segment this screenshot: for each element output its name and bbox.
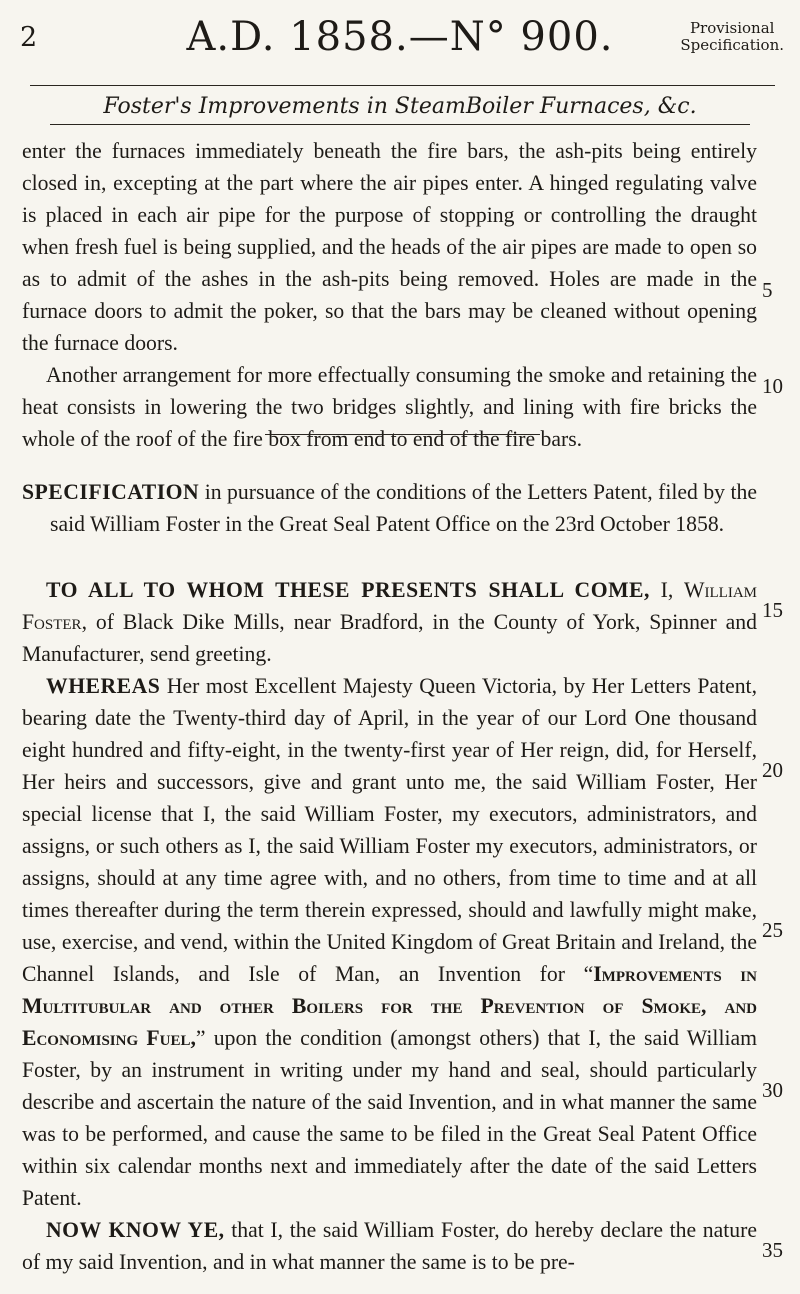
continued-section (22, 135, 757, 455)
paragraph-continued: enter the furnaces immediately beneath the fire bars, the ash-pits being entirely closed in, excepting at the part where the air pipes enter. A hinged regulating valve is placed in each air pipe for the purpose of stopping or controlling the draught when fresh fuel is being supplied, and the heads of the air pipes are made to open so as to admit of the ashes in the ash-pits being removed. Holes are made in the furnace doors to admit the poker, so that the bars may be cleaned without opening the furnace doors. (22, 139, 757, 355)
now-know-heading: NOW KNOW YE, (46, 1218, 225, 1242)
whereas-heading: WHEREAS (46, 674, 161, 698)
paragraph-whereas (22, 670, 757, 1214)
header-rule (30, 85, 775, 86)
specification-intro (22, 476, 757, 540)
invention-title: Improvements in Multitubular and other Boilers for the Prevention of Smoke, and Economising Fuel, (22, 962, 757, 1050)
to-all-i: I, (649, 578, 685, 602)
specification-heading: SPECIFICATION (22, 480, 200, 504)
section-divider (265, 434, 540, 435)
page-number: 2 (20, 22, 38, 53)
running-title-rule (50, 124, 750, 125)
specification-label (680, 20, 784, 54)
whereas-text-1: Her most Excellent Majesty Queen Victoria, by Her Letters Patent, bearing date the Twenty-third day of April, in the year of our Lord One thousand eight hundred and fifty-eight, in the twenty-first year of Her reign, did, for Herself, Her heirs and successors, give and grant unto me, the said William Foster, Her special license that I, the said William Foster, my executors, administrators, and assigns, or such others as I, the said William Foster my executors, administrators, or assigns, should at any time agree with, and no others, from time to time and at all times thereafter during the term therein expressed, should and lawfully might make, use, exercise, and vend, within the United Kingdom of Great Britain and Ireland, the Channel Islands, and Isle of Man, an Invention for “ (22, 674, 757, 986)
spec-label-line2: Specification. (680, 36, 784, 54)
line-number-30: 30 (762, 1078, 783, 1102)
line-number-35: 35 (762, 1238, 783, 1262)
spec-label-line1: Provisional (689, 19, 775, 37)
line-number-15: 15 (762, 598, 783, 622)
now-know-text: that I, the said William Foster, do hereby declare the nature of my said Invention, and in what manner the same is to be pre- (22, 1218, 757, 1274)
line-number-5: 5 (762, 278, 773, 302)
to-all-text: , of Black Dike Mills, near Bradford, in the County of York, Spinner and Manufacturer, send greeting. (22, 610, 757, 666)
paragraph-now-know (22, 1214, 757, 1278)
line-number-25: 25 (762, 918, 783, 942)
running-title: Foster's Improvements in SteamBoiler Furnaces, &c. (103, 94, 697, 119)
whereas-text-2: ” upon the condition (amongst others) that I, the said William Foster, by an instrument in writing under my hand and seal, should particularly describe and ascertain the nature of the said Invention, and in what manner the same was to be performed, and cause the same to be filed in the Great Seal Patent Office within six calendar months next and immediately after the date of the said Letters Patent. (22, 1026, 757, 1210)
specification-section (22, 476, 757, 540)
paragraph-another-arrangement: Another arrangement for more effectually consuming the smoke and retaining the heat consists in lowering the two bridges slightly, and lining with fire bricks the whole of the roof of the fire box from end to end of the fire bars. (22, 363, 757, 451)
body-section (22, 574, 757, 1278)
to-all-heading: TO ALL TO WHOM THESE PRESENTS SHALL COME, (46, 578, 650, 602)
line-number-20: 20 (762, 758, 783, 782)
grantor-name: William Foster (22, 578, 757, 634)
paragraph-to-all (22, 574, 757, 670)
specification-text: in pursuance of the conditions of the Letters Patent, filed by the said William Foster in the Great Seal Patent Office on the 23rd October 1858. (50, 480, 757, 536)
line-number-10: 10 (762, 374, 783, 398)
document-title: A.D. 1858.—N° 900. (186, 14, 614, 60)
